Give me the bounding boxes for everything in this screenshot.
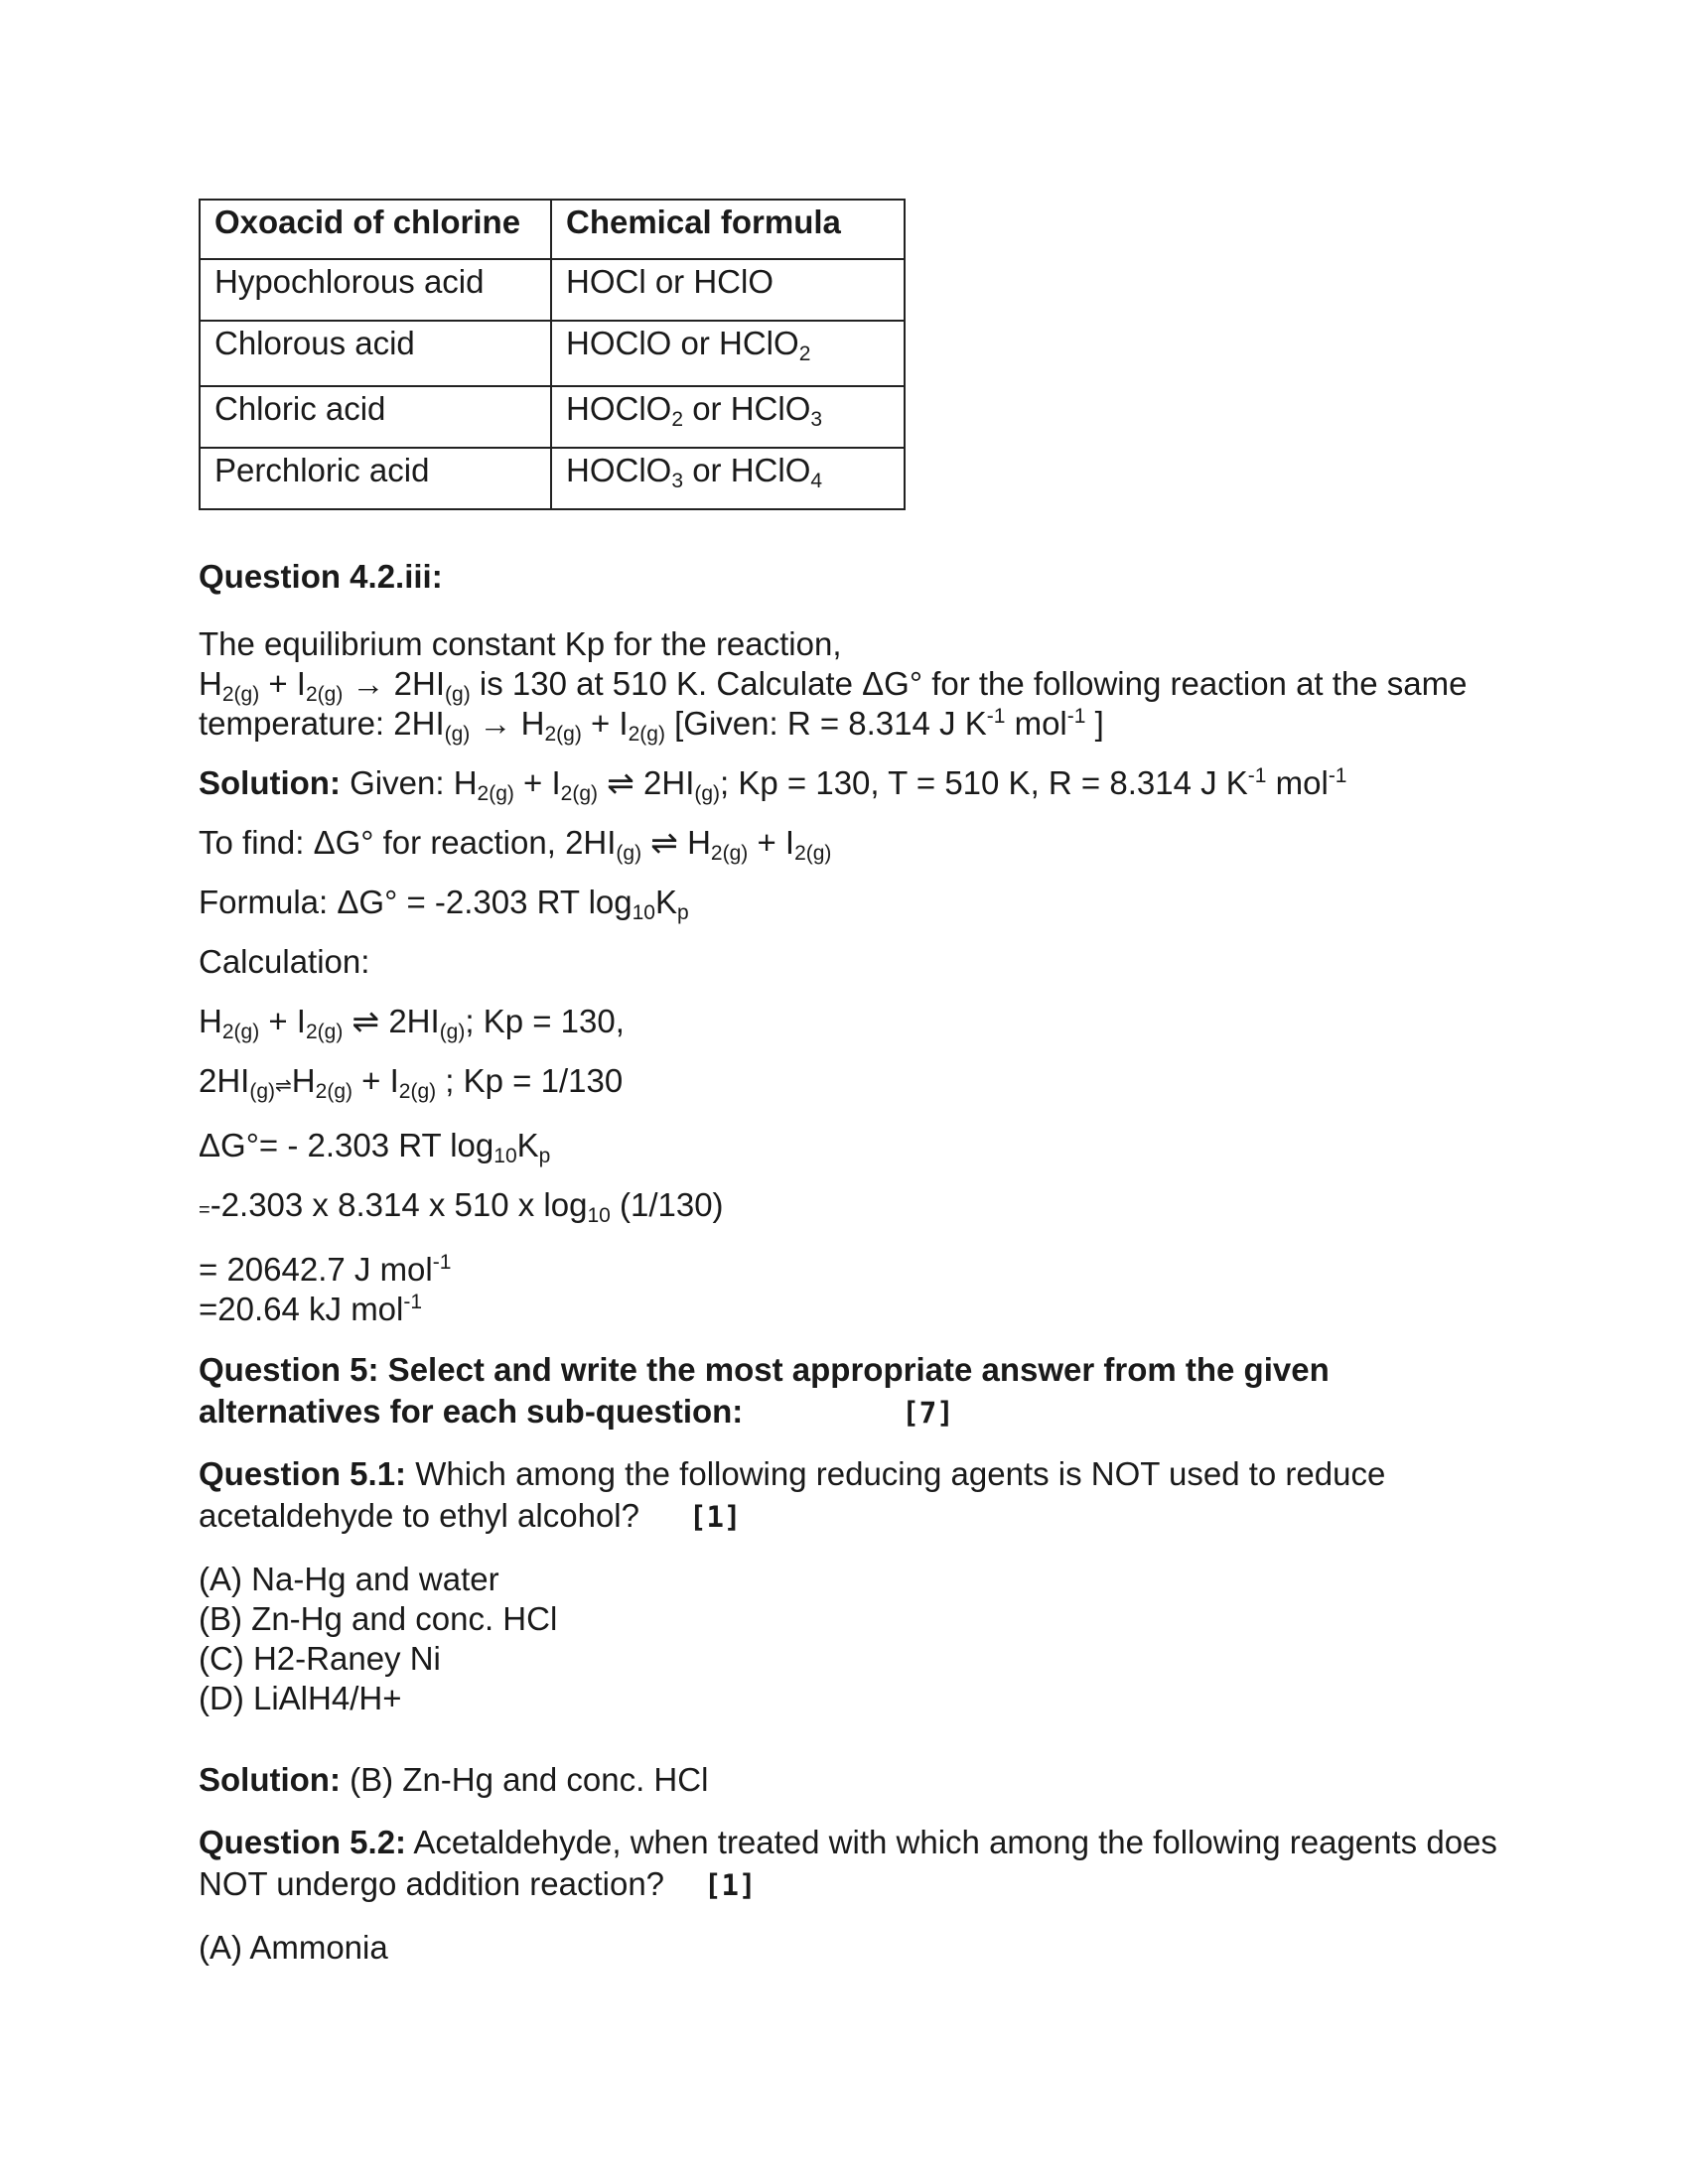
calc-step-1: $H_{2(g)} + I_{2(g)}$ ⇌ $2HI_{(g)}$; Kp = 130, xyxy=(199,1003,625,1043)
table-cell: Chlorous acid xyxy=(200,321,551,386)
option-d: (D) LiAlH4/H+ xyxy=(199,1680,402,1716)
to-find: To find: ΔG° for reaction, $2HI_{(g)}$ ⇌ $H_{2(g)} + I_{2(g)}$ xyxy=(199,824,832,865)
result-joules: = 20642.7 J mol$^{-1}$ xyxy=(199,1251,452,1288)
question-5-heading: Question 5: Select and write the most appropriate answer from the given alternatives for each sub-question: [7] xyxy=(199,1351,1330,1430)
option-a: (A) Na-Hg and water xyxy=(199,1561,499,1597)
table-header-row xyxy=(200,200,905,259)
result xyxy=(199,1250,1499,1329)
table-cell: HOClO$_2$ or HClO$_3$ xyxy=(551,386,905,448)
oxoacid-table xyxy=(199,199,906,510)
option-b: (B) Zn-Hg and conc. HCl xyxy=(199,1600,558,1637)
table-row xyxy=(200,386,905,448)
marks-badge: [1] xyxy=(704,1868,757,1902)
table-row xyxy=(200,321,905,386)
marks-badge: [7] xyxy=(902,1396,954,1430)
calc-step-2: $2HI_{(g)}\rightleftharpoons H_{2(g)} + I_{2(g)}$ ; Kp = 1/130 xyxy=(199,1062,624,1103)
question-4-2-iii-text xyxy=(199,624,1499,744)
table-row xyxy=(200,448,905,509)
table-row xyxy=(200,259,905,321)
table-cell: HOCl or HClO xyxy=(551,259,905,321)
question-line-2: $H_{2(g)} + I_{2(g)} \to 2HI_{(g)}$ is 130 at 510 K. Calculate ΔG° for the following reaction at the same xyxy=(199,665,1468,706)
calculation-label: Calculation: xyxy=(199,943,370,980)
question-4-2-iii-heading: Question 4.2.iii: xyxy=(199,558,443,595)
question-5-1-solution: Solution: (B) Zn-Hg and conc. HCl xyxy=(199,1761,709,1798)
question-5-1-options xyxy=(199,1560,1499,1718)
question-line-3: temperature: $2HI_{(g)} \to H_{2(g)} + I_{2(g)}$ [Given: R = 8.314 J $K^{-1}$ mol$^{-1}$ ] xyxy=(199,705,1104,746)
question-5-2-option-a: (A) Ammonia xyxy=(199,1929,388,1966)
solution-given: Solution: Given: $H_{2(g)} + I_{2(g)}$ ⇌ $2HI_{(g)}$; Kp = 130, T = 510 K, R = 8.314 J $K^{-1}$ mol$^{-1}$ xyxy=(199,764,1347,805)
question-5-1: Question 5.1: Which among the following reducing agents is NOT used to reduce acetaldehyde to ethyl alcohol? [1] xyxy=(199,1455,1386,1534)
table-header-cell: Chemical formula xyxy=(551,200,905,259)
table-cell: HOClO$_3$ or HClO$_4$ xyxy=(551,448,905,509)
question-5-2: Question 5.2: Acetaldehyde, when treated with which among the following reagents does NOT undergo addition reaction? [1] xyxy=(199,1824,1497,1902)
table-cell: HOClO or HClO$_2$ xyxy=(551,321,905,386)
table-cell: Hypochlorous acid xyxy=(200,259,551,321)
table-cell: Perchloric acid xyxy=(200,448,551,509)
formula: Formula: ΔG° = -2.303 RT $\log_{10}K_p$ xyxy=(199,884,689,924)
option-c: (C) H2-Raney Ni xyxy=(199,1640,441,1677)
question-intro: The equilibrium constant Kp for the reaction, xyxy=(199,625,842,662)
table-header-cell: Oxoacid of chlorine xyxy=(200,200,551,259)
table-cell: Chloric acid xyxy=(200,386,551,448)
calc-step-4: =-2.303 x 8.314 x 510 x $\log_{10} (1/130)$ xyxy=(199,1186,724,1227)
page-content xyxy=(199,199,1499,1968)
calc-step-3: ΔG°= - 2.303 RT $\log_{10}K_p$ xyxy=(199,1127,551,1167)
marks-badge: [1] xyxy=(689,1500,742,1534)
result-kilojoules: =20.64 kJ mol$^{-1}$ xyxy=(199,1291,423,1327)
